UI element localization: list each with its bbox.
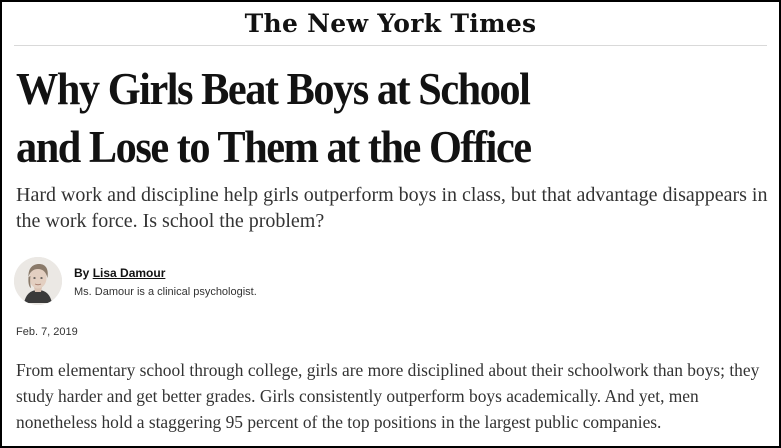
headline-line-1: Why Girls Beat Boys at School [16, 63, 530, 114]
author-bio: Ms. Damour is a clinical psychologist. [74, 286, 257, 298]
masthead-logo[interactable]: The New York Times [244, 9, 537, 38]
author-portrait-icon [14, 257, 62, 305]
masthead-divider [14, 45, 767, 46]
headline-line-2: and Lose to Them at the Office [16, 121, 531, 172]
article-summary: Hard work and discipline help girls outperform boys in class, but that advantage disappears in the work force. Is school the problem? [16, 184, 768, 232]
headline [16, 60, 766, 176]
author-link[interactable]: Lisa Damour [92, 266, 166, 280]
author-avatar-icon[interactable] [14, 257, 62, 305]
byline [74, 265, 165, 281]
article-body-paragraph: From elementary school through college, girls are more disciplined about their schoolwork than boys; they study harder and get better grades. Girls consistently outperform boys academically. And yet, men nonetheless hold a staggering 95 percent of the top positions in the largest public companies. [16, 360, 760, 432]
publish-date: Feb. 7, 2019 [16, 326, 78, 338]
byline-prefix: By [74, 266, 93, 280]
